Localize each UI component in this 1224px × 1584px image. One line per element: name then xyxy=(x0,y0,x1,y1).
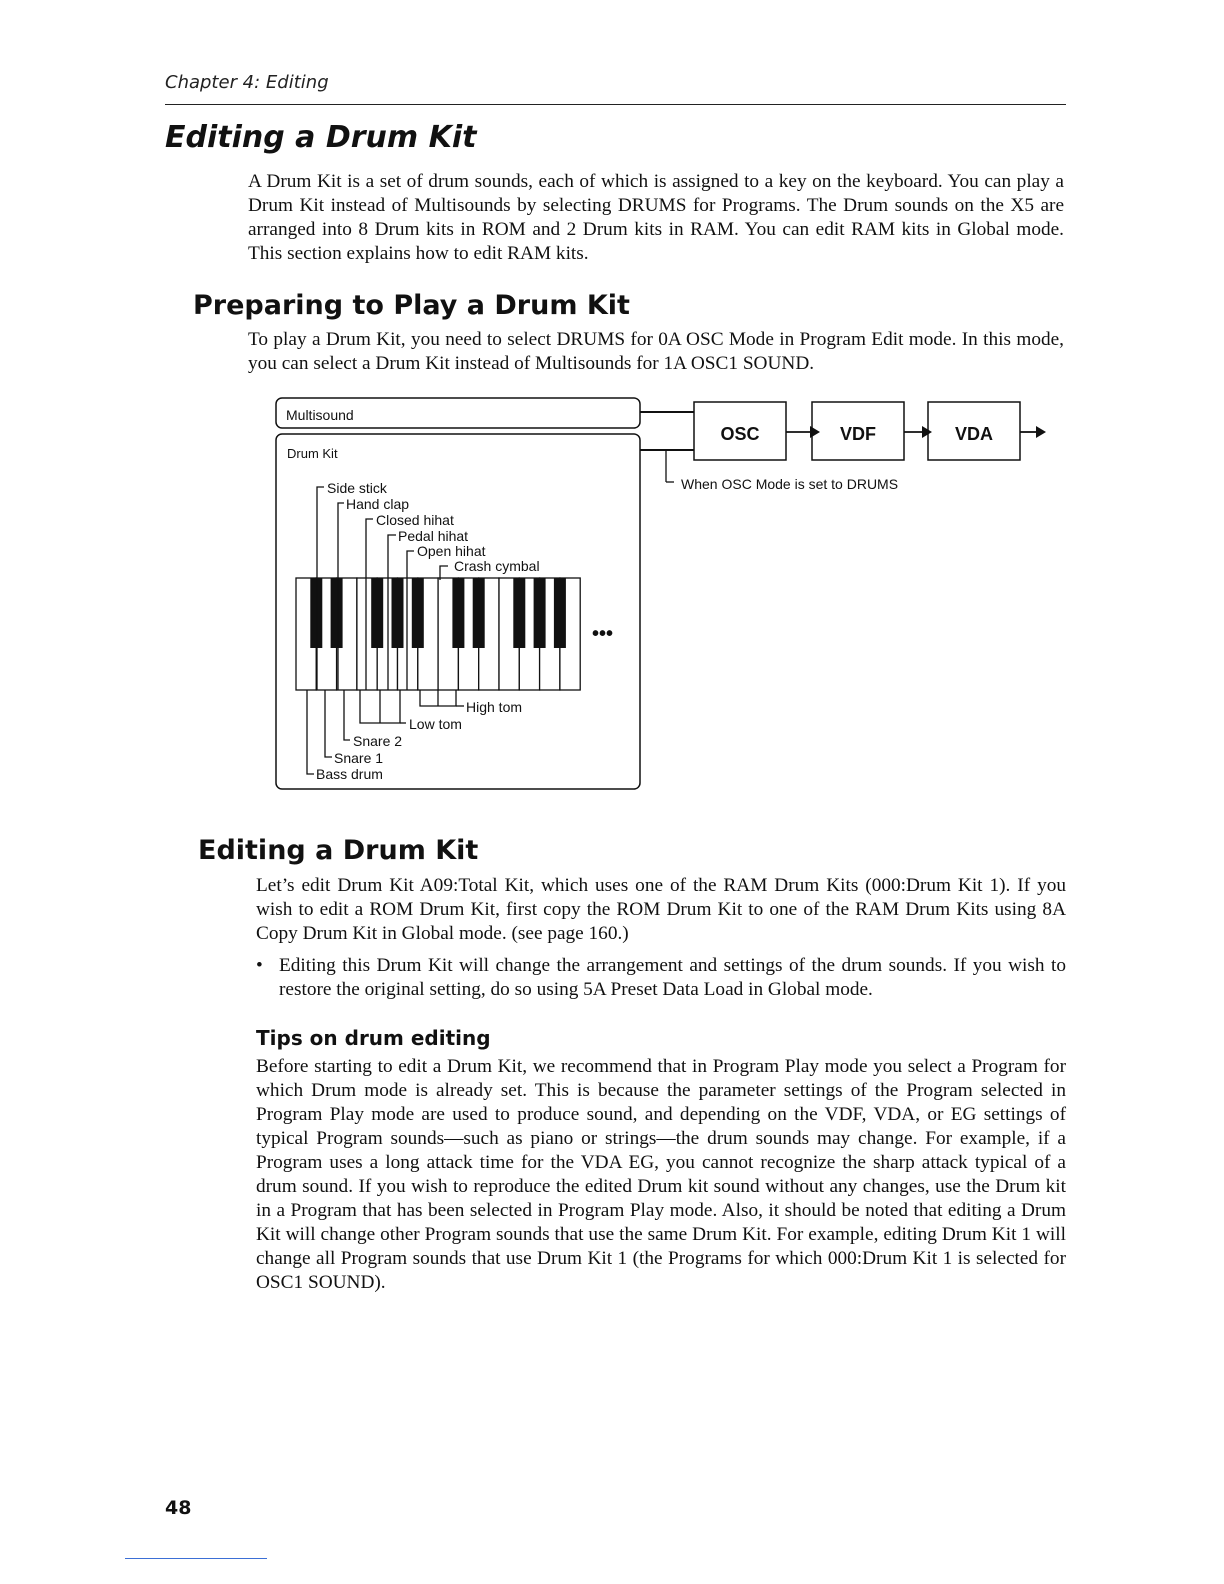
key-label-snare-1: Snare 1 xyxy=(334,750,384,766)
osc-label: OSC xyxy=(720,424,760,444)
page-number: 48 xyxy=(165,1497,192,1519)
vdf-vda-arrowhead xyxy=(922,426,932,438)
key-label-side-stick: Side stick xyxy=(327,480,387,496)
vda-label: VDA xyxy=(954,424,994,444)
drum-kit-label: Drum Kit xyxy=(287,446,338,461)
black-key xyxy=(452,578,464,648)
key-label-open-hihat: Open hihat xyxy=(417,543,486,559)
key-label-bass-drum: Bass drum xyxy=(316,766,383,782)
vdf-label: VDF xyxy=(840,424,876,444)
more-keys-ellipsis: ••• xyxy=(592,623,614,645)
bottom-leaders xyxy=(307,690,464,774)
editing-bullet-text: Editing this Drum Kit will change the arrangement and settings of the drum sounds. If you wish to restore the original setting, do so using 5A Preset Data Load in Global mode. xyxy=(279,955,1066,1000)
editing-paragraph: Let’s edit Drum Kit A09:Total Kit, which uses one of the RAM Drum Kits (000:Drum Kit 1). If you wish to edit a ROM Drum Kit, first copy the ROM Drum Kit to one of the RAM Drum Kits using 8A Copy Drum Kit in Global mode. (see page 160.) xyxy=(256,875,1066,944)
black-key xyxy=(534,578,546,648)
intro-paragraph: A Drum Kit is a set of drum sounds, each of which is assigned to a key on the keyboard. You can play a Drum Kit instead of Multisounds by selecting DRUMS for Programs. The Drum sounds on the X5 are arranged into 8 Drum kits in ROM and 2 Drum kits in RAM. You can edit RAM kits in Global mode. This section explains how to edit RAM kits. xyxy=(248,171,1064,264)
vda-output-arrowhead xyxy=(1036,426,1046,438)
black-key xyxy=(412,578,424,648)
multisound-label: Multisound xyxy=(286,407,354,423)
black-key xyxy=(554,578,566,648)
tips-heading: Tips on drum editing xyxy=(256,1026,491,1050)
key-label-closed-hihat: Closed hihat xyxy=(376,512,454,528)
preparing-paragraph: To play a Drum Kit, you need to select DRUMS for 0A OSC Mode in Program Edit mode. In this mode, you can select a Drum Kit instead of Multisounds for 1A OSC1 SOUND. xyxy=(248,329,1064,374)
drum-kit-diagram xyxy=(270,390,1070,800)
section-heading-editing: Editing a Drum Kit xyxy=(198,835,479,866)
header-rule xyxy=(165,104,1066,105)
black-key xyxy=(473,578,485,648)
footer-line xyxy=(125,1558,267,1559)
black-key xyxy=(392,578,404,648)
key-label-hand-clap: Hand clap xyxy=(346,496,410,512)
bullet-marker: • xyxy=(256,955,263,976)
key-label-crash-cymbal: Crash cymbal xyxy=(454,558,540,574)
black-key xyxy=(310,578,322,648)
page-title: Editing a Drum Kit xyxy=(165,120,477,155)
black-key xyxy=(331,578,343,648)
section-heading-preparing: Preparing to Play a Drum Kit xyxy=(193,290,630,321)
black-key xyxy=(371,578,383,648)
drums-mode-note: When OSC Mode is set to DRUMS xyxy=(681,476,899,492)
key-label-high-tom: High tom xyxy=(466,699,523,715)
key-label-snare-2: Snare 2 xyxy=(353,733,403,749)
chapter-header: Chapter 4: Editing xyxy=(165,72,329,93)
key-label-pedal-hihat: Pedal hihat xyxy=(398,528,469,544)
tips-paragraph: Before starting to edit a Drum Kit, we recommend that in Program Play mode you select a Program for which Drum mode is already set. This is because the parameter settings of the Program selected in Program Play mode are used to produce sound, and depending on the VDF, VDA, or EG settings of typical Program sounds—such as piano or strings—the drum sounds may change. For example, if a Program uses a long attack time for the VDA EG, you cannot recognize the sharp attack typical of a drum sound. If you wish to reproduce the edited Drum kit sound without any changes, use the Drum kit in a Program that has been selected in Program Play mode. Also, it should be noted that editing a Drum Kit will change other Program sounds that use the same Drum Kit. For example, editing Drum Kit 1 will change all Program sounds that use Drum Kit 1 (the Programs for which 000:Drum Kit 1 is selected for OSC1 SOUND). xyxy=(256,1056,1066,1293)
black-key xyxy=(513,578,525,648)
key-label-low-tom: Low tom xyxy=(409,716,462,732)
